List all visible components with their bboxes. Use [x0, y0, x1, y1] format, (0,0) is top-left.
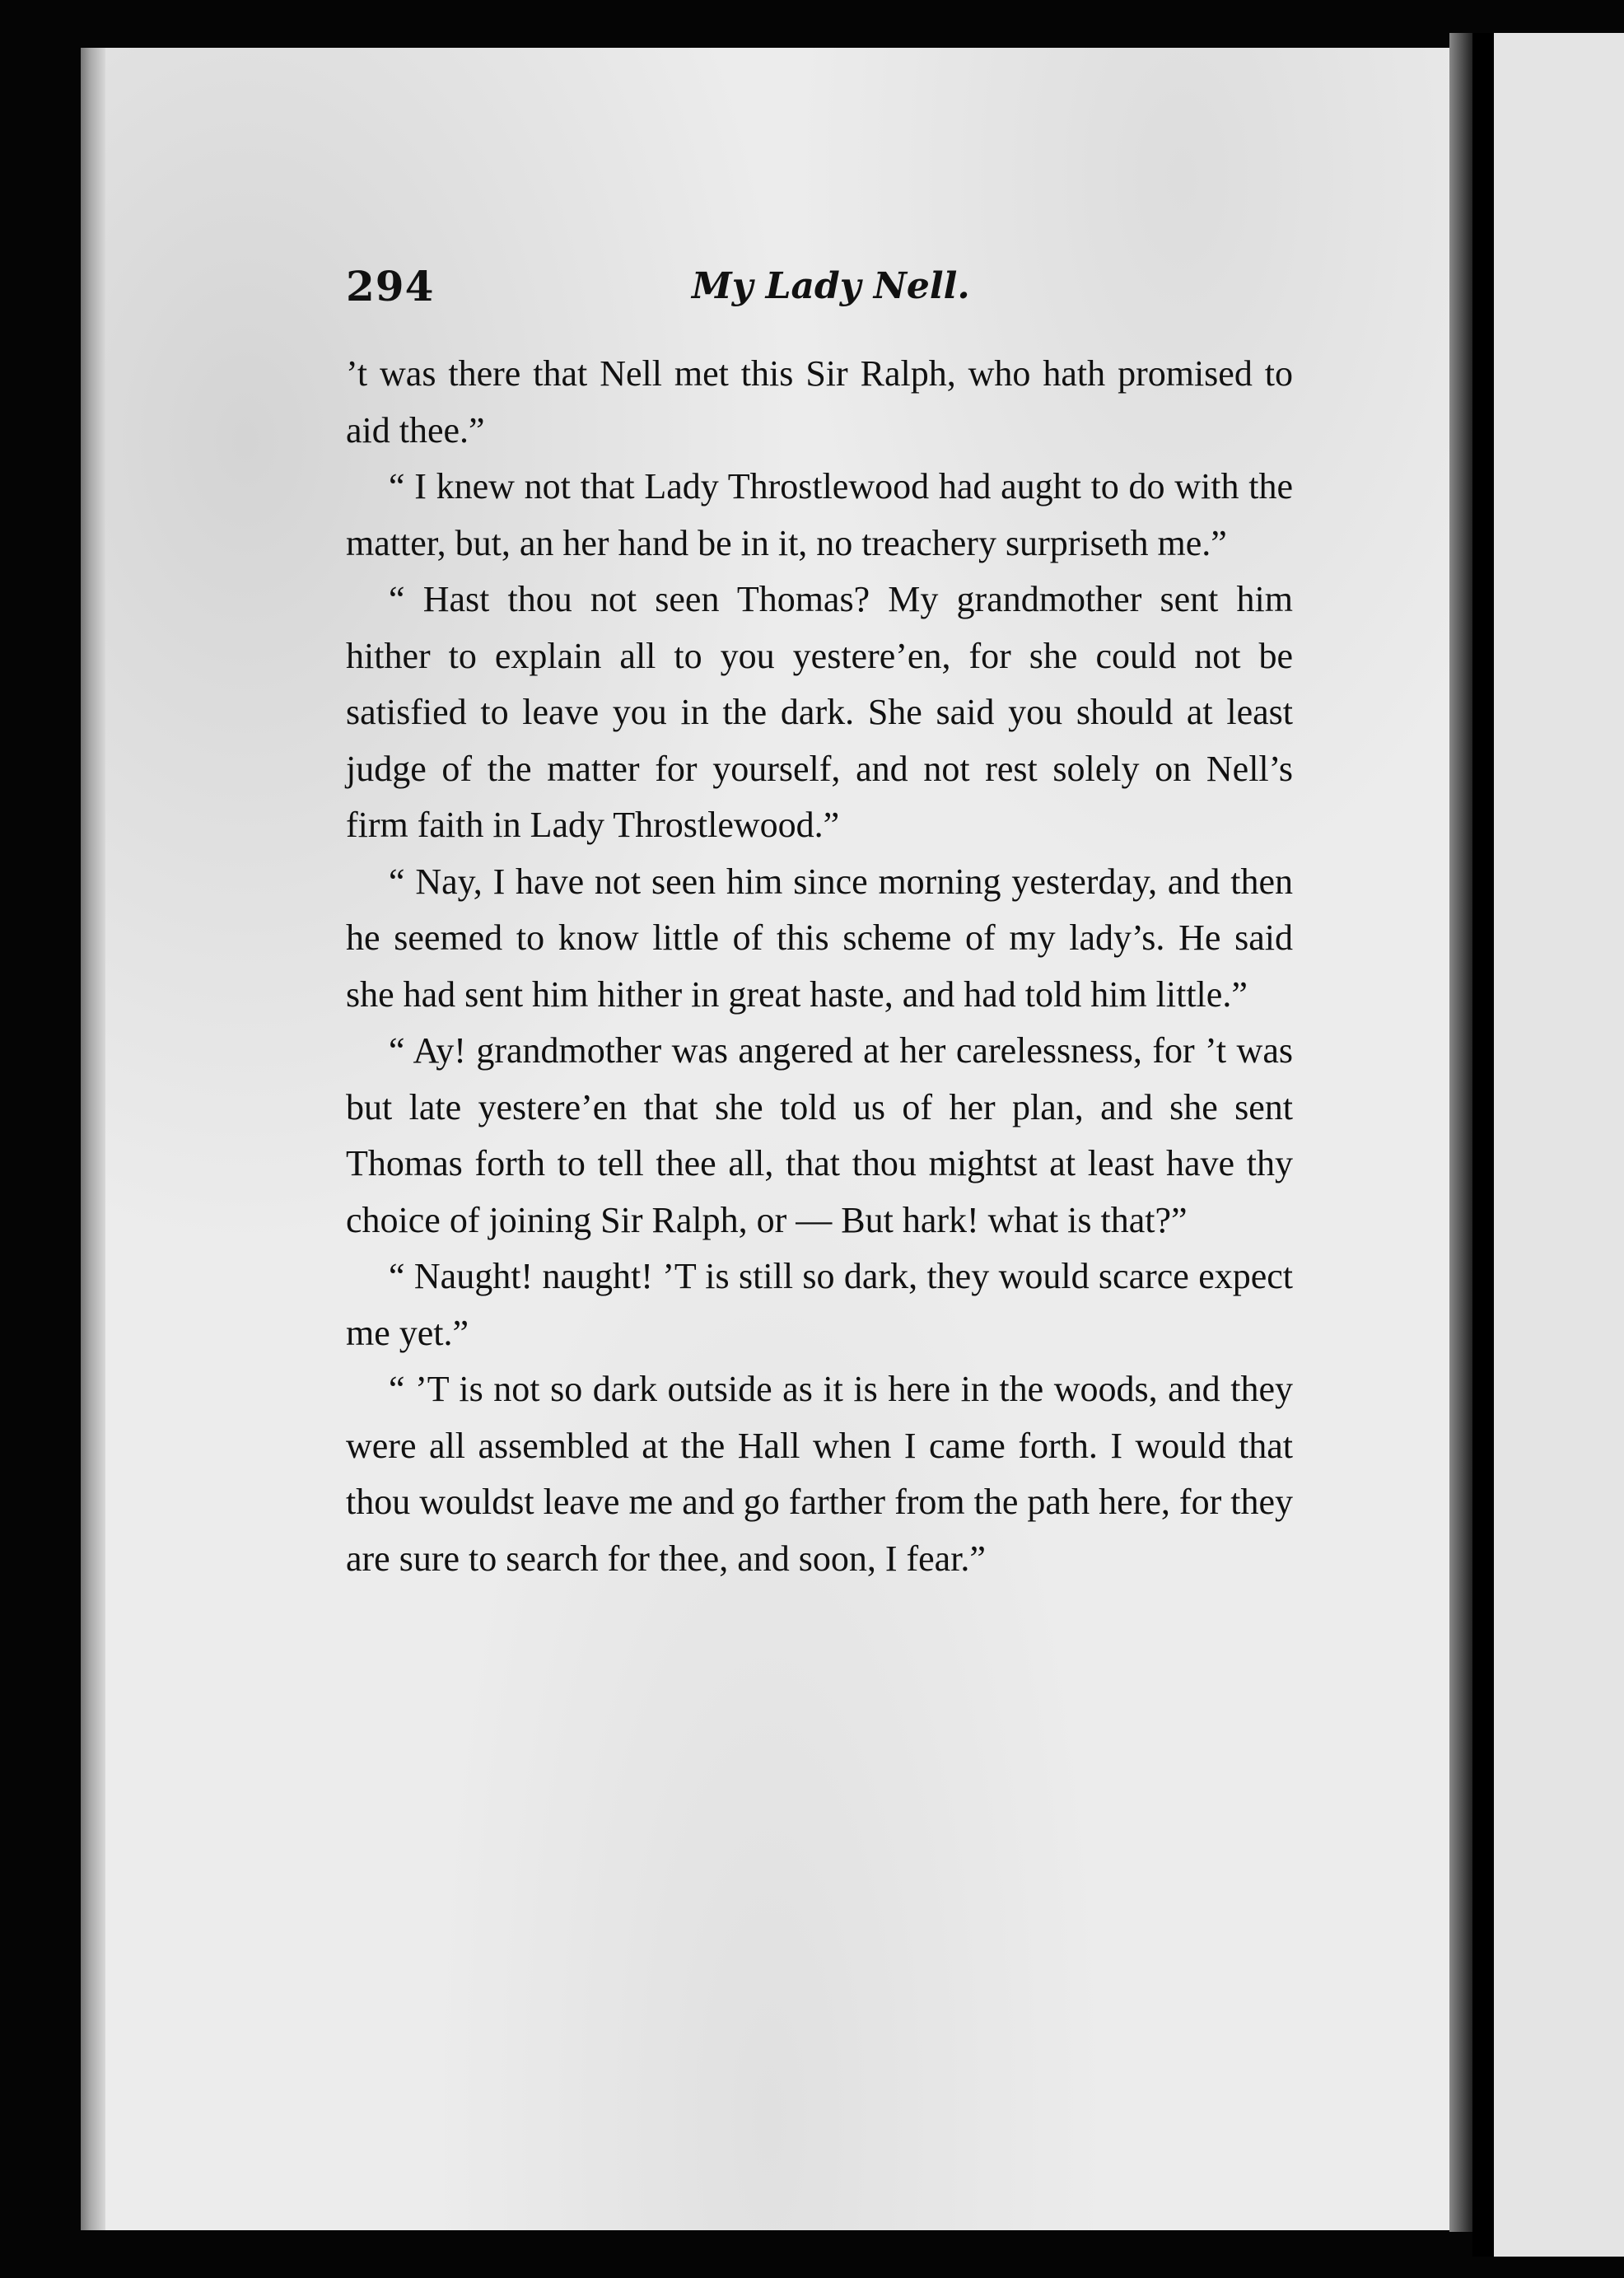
paragraph-2: “ I knew not that Lady Throstlewood had aught to do with the matter, but, an her hand be in it, no treachery surpriseth me.” — [346, 466, 1293, 563]
paragraph-6: “ Naught! naught! ’T is still so dark, they would scarce expect me yet.” — [346, 1256, 1293, 1353]
spine-divider — [1472, 33, 1494, 2257]
facing-page-fragment — [1494, 33, 1624, 2257]
paragraph-7: “ ’T is not so dark outside as it is here in the woods, and they were all assembled at the Hall when I came forth. I would that thou wouldst leave me and go farther from the path here, for they are sure to search for thee, and soon, I fear.” — [346, 1369, 1293, 1579]
paragraph-4: “ Nay, I have not seen him since morning yesterday, and then he seemed to know little of this scheme of my lady’s. He said she had sent him hither in great haste, and had told him little.” — [346, 861, 1293, 1015]
paragraph-5: “ Ay! grandmother was angered at her carelessness, for ’t was but late yestere’en that she told us of her plan, and she sent Thomas forth to tell thee all, that thou mightst at least have thy choice of joining Sir Ralph, or — But hark! what is that?” — [346, 1030, 1293, 1240]
paragraph-3: “ Hast thou not seen Thomas? My grandmother sent him hither to explain all to you yestere’en, for she could not be satisfied to leave you in the dark. She said you should at least judge of the matter for yourself, and not rest solely on Nell’s firm faith in Lady Throstlewood.” — [346, 579, 1293, 845]
running-title: My Lady Nell. — [692, 265, 970, 307]
paragraph-1: ’t was there that Nell met this Sir Ralph, who hath promised to aid thee.” — [346, 353, 1293, 450]
body-text — [346, 346, 1293, 1587]
page-header — [346, 262, 1318, 328]
page-number: 294 — [346, 262, 435, 310]
page-right-edge — [1449, 33, 1472, 2232]
page-gutter-edge — [81, 48, 105, 2230]
